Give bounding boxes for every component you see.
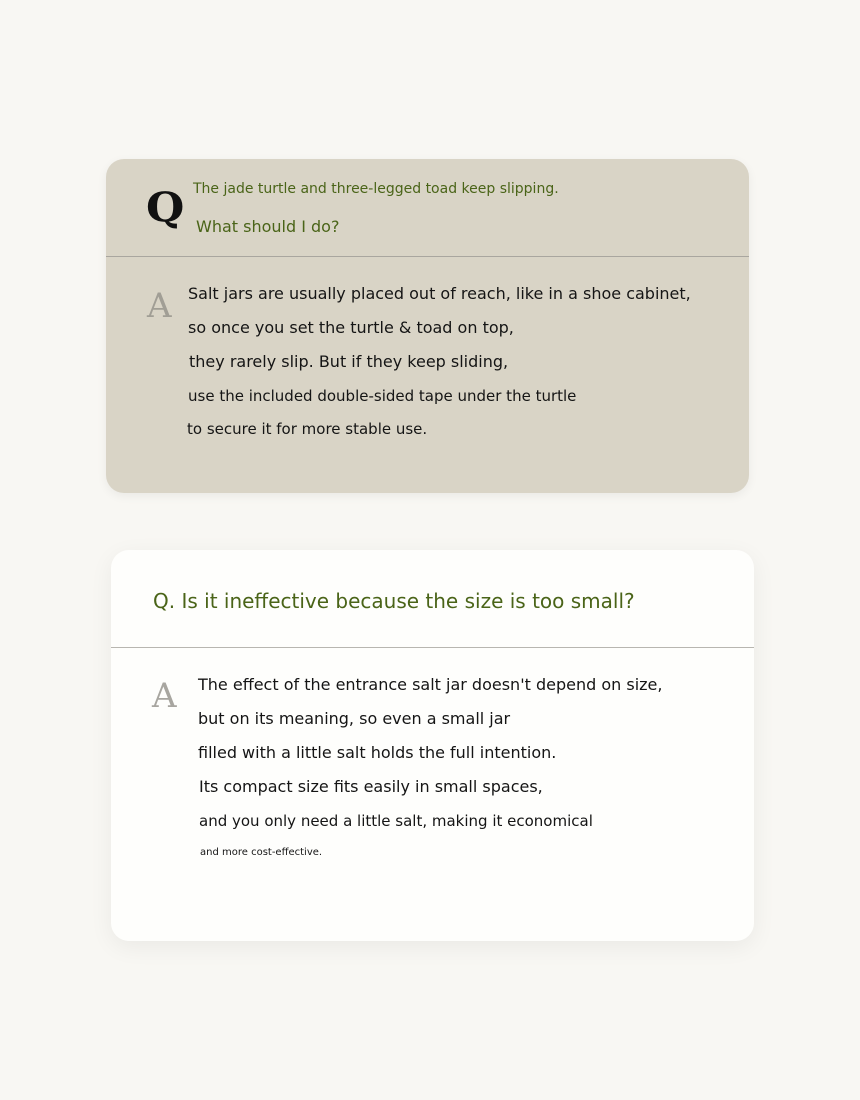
answer-line: but on its meaning, so even a small jar [198, 709, 511, 728]
answer-line: Salt jars are usually placed out of reach, like in a shoe cabinet, [188, 284, 691, 303]
answer-line: to secure it for more stable use. [187, 420, 428, 438]
answer-line: so once you set the turtle & toad on top, [188, 318, 514, 337]
answer-marker: A [152, 676, 177, 716]
answer-line: use the included double-sided tape under the turtle [188, 387, 577, 405]
answer-line: filled with a little salt holds the full intention. [198, 743, 557, 762]
question-line: What should I do? [196, 217, 340, 236]
faq-card-turtle-toad [106, 159, 749, 493]
answer-line: they rarely slip. But if they keep sliding, [189, 352, 509, 371]
answer-line: and you only need a little salt, making it economical [199, 812, 593, 830]
faq-card-size [111, 550, 754, 941]
card-divider [106, 256, 749, 257]
card-divider [111, 647, 754, 648]
question-marker: Q [146, 184, 185, 231]
answer-line: The effect of the entrance salt jar doesn't depend on size, [198, 675, 663, 694]
question-line: The jade turtle and three-legged toad keep slipping. [193, 181, 559, 197]
question-line: Q. Is it ineffective because the size is too small? [153, 589, 635, 613]
answer-line: Its compact size fits easily in small spaces, [199, 777, 543, 796]
answer-line: and more cost-effective. [200, 847, 323, 858]
answer-marker: A [147, 286, 172, 326]
